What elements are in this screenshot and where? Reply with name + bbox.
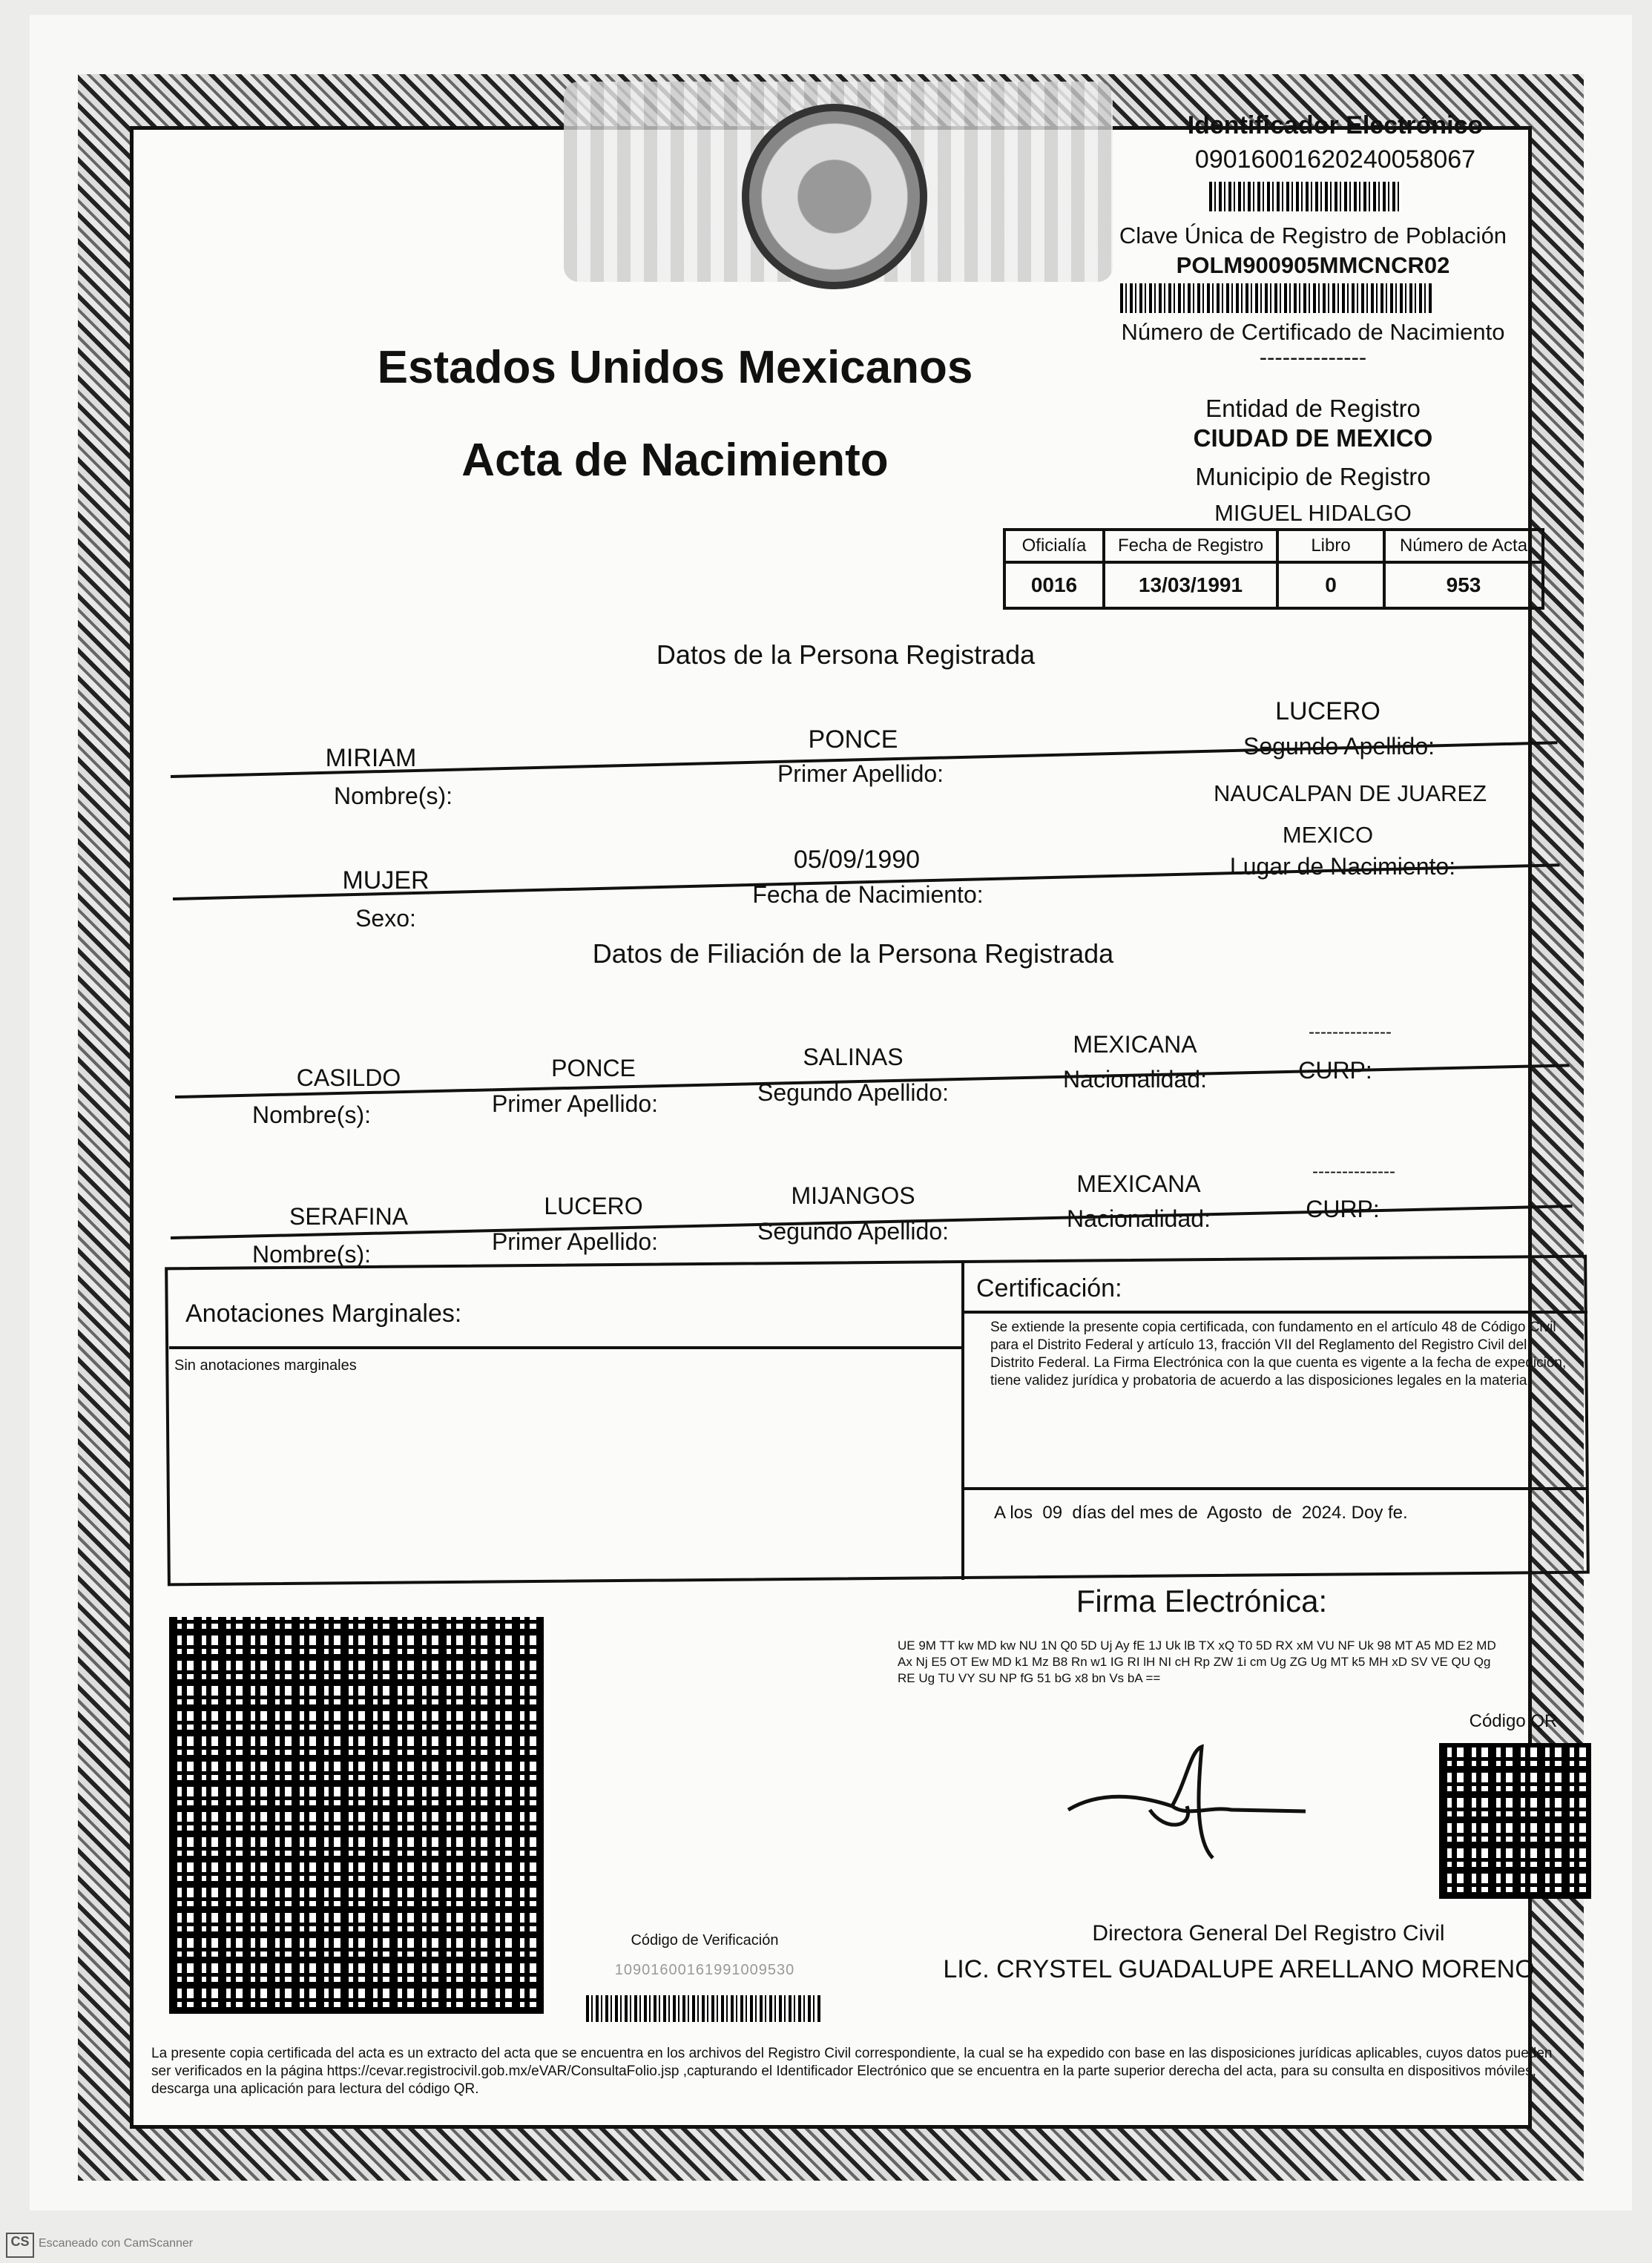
municipality-value: MIGUEL HIDALGO xyxy=(1214,500,1412,526)
birthplace-city: NAUCALPAN DE JUAREZ xyxy=(1213,780,1487,806)
registry-value: 13/03/1991 xyxy=(1104,562,1277,608)
parent2-first-name: SERAFINA xyxy=(289,1203,409,1230)
surname1-label: Primer Apellido: xyxy=(777,760,944,787)
verification-barcode xyxy=(586,1995,820,2022)
birth-date-label: Fecha de Nacimiento: xyxy=(752,881,984,908)
person-birth-date: 05/09/1990 xyxy=(793,846,921,874)
registry-header: Oficialía xyxy=(1004,530,1104,562)
surname2-label: Segundo Apellido: xyxy=(1243,733,1435,760)
verification-code: 10901600161991009530 xyxy=(614,1962,795,1978)
handwritten-signature xyxy=(1061,1736,1313,1921)
electronic-id-label: Identificador Electrónico xyxy=(1187,111,1484,139)
parent1-surname2: SALINAS xyxy=(803,1044,904,1070)
annotations-title-rule xyxy=(169,1346,961,1349)
birthplace-state: MEXICO xyxy=(1282,822,1374,848)
registry-table xyxy=(1003,528,1544,610)
person-surname2: LUCERO xyxy=(1275,697,1380,725)
parent1-surname2-label: Segundo Apellido: xyxy=(757,1079,949,1106)
qr-label: Código QR xyxy=(1469,1711,1558,1731)
registry-value: 0 xyxy=(1277,562,1384,608)
curp-label: Clave Única de Registro de Población xyxy=(1119,223,1507,248)
parent2-curp-label: CURP: xyxy=(1306,1196,1380,1222)
parent2-name-label: Nombre(s): xyxy=(251,1241,371,1268)
person-section-title: Datos de la Persona Registrada xyxy=(656,639,1036,670)
signer-title: Directora General Del Registro Civil xyxy=(1092,1921,1445,1946)
scanner-watermark: Escaneado con CamScanner xyxy=(39,2237,194,2250)
filiation-section-title: Datos de Filiación de la Persona Registrada xyxy=(592,938,1114,969)
signature-hash: UE 9M TT kw MD kw NU 1N Q0 5D Uj Ay fE 1J Uk lB TX xQ T0 5D RX xM VU NF Uk 98 MT A5 MD E2 MD Ax Nj E5 OT Ew MD k1 Mz B8 Rn w1 IG RI lH NI cH Rp ZW 1i cm Ug ZG Ug MT k5 MH xD SV VE QU Qg RE Ug TU VY SU NP fG 51 bG x8 bn Vs bA == xyxy=(898,1638,1496,1685)
parent1-curp-label: CURP: xyxy=(1298,1057,1372,1084)
small-qr-code xyxy=(1439,1743,1591,1899)
verification-label: Código de Verificación xyxy=(631,1932,779,1949)
annotations-title: Anotaciones Marginales: xyxy=(185,1300,462,1328)
signer-name: LIC. CRYSTEL GUADALUPE ARELLANO MORENO xyxy=(943,1955,1535,1983)
parent2-nationality: MEXICANA xyxy=(1076,1170,1201,1197)
certification-title: Certificación: xyxy=(976,1274,1122,1302)
certification-date-rule xyxy=(964,1487,1587,1490)
first-name-label: Nombre(s): xyxy=(333,783,453,809)
sex-label: Sexo: xyxy=(355,905,416,932)
parent1-nationality: MEXICANA xyxy=(1073,1031,1197,1058)
entity-label: Entidad de Registro xyxy=(1205,395,1421,422)
person-surname1: PONCE xyxy=(808,725,898,754)
parent2-curp: -------------- xyxy=(1312,1162,1395,1182)
parent1-surname1-label: Primer Apellido: xyxy=(491,1090,659,1117)
birthplace-label: Lugar de Nacimiento: xyxy=(1229,853,1456,880)
parent2-surname2: MIJANGOS xyxy=(791,1182,915,1209)
parent2-surname2-label: Segundo Apellido: xyxy=(757,1218,949,1245)
municipality-label: Municipio de Registro xyxy=(1195,463,1431,490)
parent1-name-label: Nombre(s): xyxy=(251,1101,371,1128)
birth-cert-value: -------------- xyxy=(1259,344,1367,370)
parent2-nationality-label: Nacionalidad: xyxy=(1067,1205,1211,1232)
annotations-text: Sin anotaciones marginales xyxy=(174,1357,357,1374)
verification-qr-code xyxy=(169,1617,544,2014)
curp-value: POLM900905MMCNCR02 xyxy=(1176,252,1450,278)
entity-value: CIUDAD DE MEXICO xyxy=(1193,424,1433,452)
electronic-id: 09016001620240058067 xyxy=(1194,145,1476,174)
parent2-surname1: LUCERO xyxy=(544,1193,643,1219)
signature-title: Firma Electrónica: xyxy=(1076,1584,1328,1618)
box-divider xyxy=(961,1261,964,1580)
parent2-surname1-label: Primer Apellido: xyxy=(491,1228,659,1255)
registry-value: 0016 xyxy=(1004,562,1104,608)
registry-value: 953 xyxy=(1384,562,1543,608)
curp-barcode xyxy=(1120,283,1432,313)
parent1-surname1: PONCE xyxy=(551,1055,636,1081)
registry-header: Libro xyxy=(1277,530,1384,562)
person-sex: MUJER xyxy=(342,866,430,895)
person-first-name: MIRIAM xyxy=(325,744,417,772)
parent1-first-name: CASILDO xyxy=(296,1064,401,1091)
parent1-nationality-label: Nacionalidad: xyxy=(1063,1066,1207,1093)
camscanner-logo: CS xyxy=(6,2233,34,2258)
birth-cert-label: Número de Certificado de Nacimiento xyxy=(1121,319,1505,345)
national-seal-icon xyxy=(742,104,927,289)
certification-date: A los 09 días del mes de Agosto de 2024. Doy fe. xyxy=(994,1503,1408,1523)
document-title: Acta de Nacimiento xyxy=(461,435,889,486)
footer-legal-text: La presente copia certificada del acta es un extracto del acta que se encuentra en los archivos del Registro Civil correspondiente, la cual se ha expedido con base en las disposiciones jurídicas aplicables, cuyos datos pueden ser verificados en la página https://cevar.registrocivil.gob.mx/eVAR/ConsultaFolio.jsp ,capturando el Identificador Electrónico que se encuentra en la parte superior derecha del acta, para su consulta en dispositivos móviles, descarga una aplicación para lectura del código QR. xyxy=(151,2046,1553,2097)
certification-title-rule xyxy=(964,1311,1587,1314)
certification-text: Se extiende la presente copia certificada, con fundamento en el artículo 48 de Código Civil para el Distrito Federal y artículo 13, fracción VII del Reglamento del Registro Civil del Distrito Federal. La Firma Electrónica con la que cuenta es vigente a la fecha de expedición, tiene validez jurídica y probatoria de acuerdo a las disposiciones legales en la materia. xyxy=(990,1320,1567,1389)
country-title: Estados Unidos Mexicanos xyxy=(377,342,973,393)
registry-header: Número de Acta xyxy=(1384,530,1543,562)
parent1-curp: -------------- xyxy=(1309,1022,1392,1042)
registry-header: Fecha de Registro xyxy=(1104,530,1277,562)
electronic-id-barcode xyxy=(1209,182,1402,211)
